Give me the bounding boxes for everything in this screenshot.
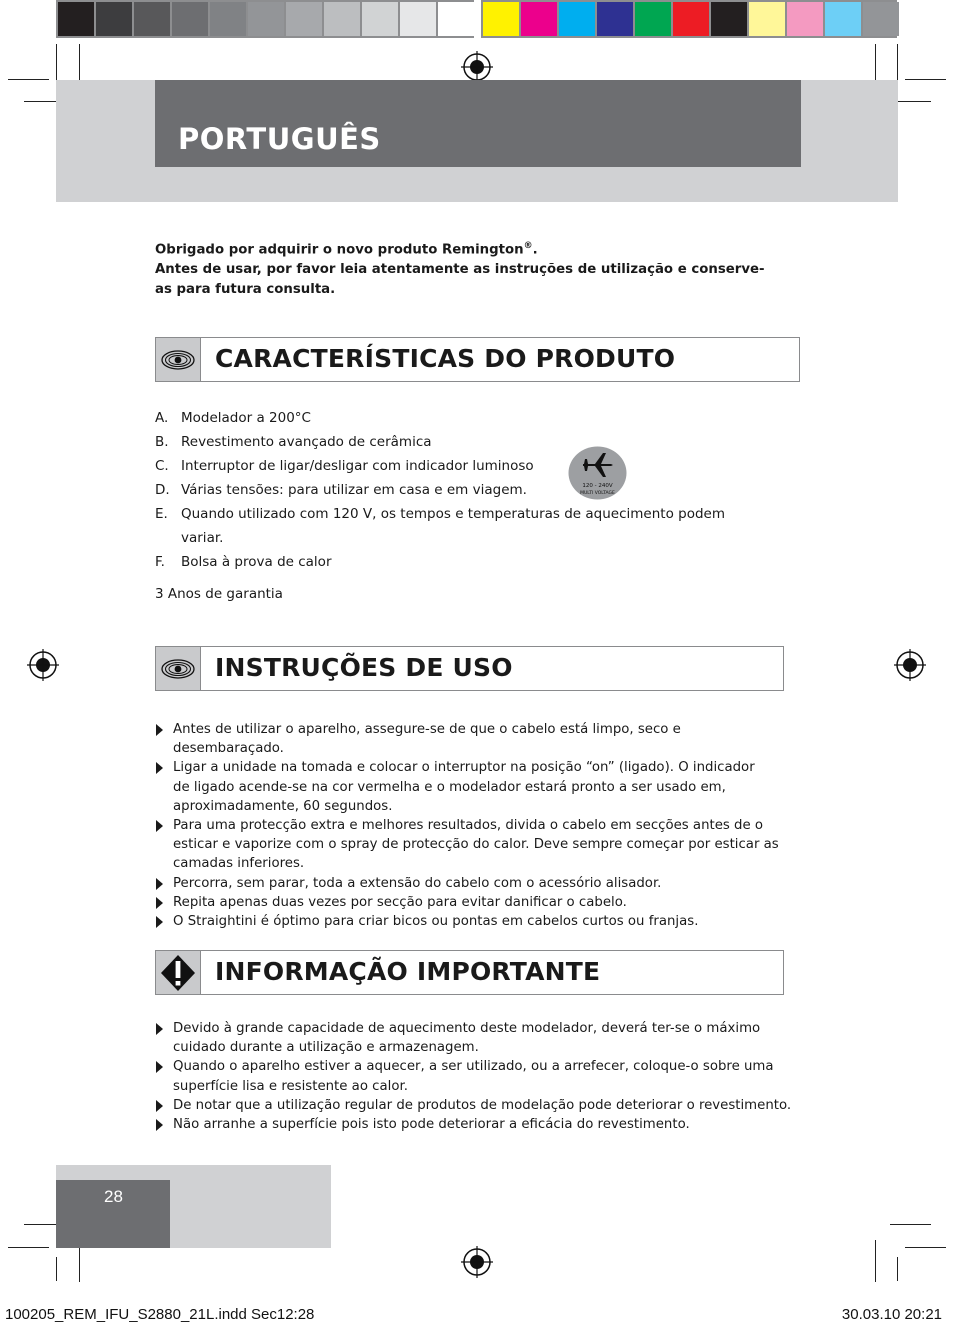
bullet-arrow-icon [156,1023,163,1035]
eye-icon [156,647,201,690]
footer-file-info: 100205_REM_IFU_S2880_21L.indd Sec12:28 [5,1306,315,1323]
section-header-instructions [155,646,784,691]
section-title-important: INFORMAÇÃO IMPORTANTE [215,957,601,986]
feature-item [155,430,741,454]
bullet-arrow-icon [156,897,163,909]
color-swatch [483,2,519,36]
voltage-line-2: MULTI VOLTAGE [580,491,615,496]
feature-letter: C. [155,458,169,474]
list-item-line: Devido à grande capacidade de aquecimento deste modelador, deverá ter-se o máximo [173,1021,761,1036]
color-swatch [96,2,132,36]
feature-text: Modelador a 200°C [181,410,311,426]
feature-text: Interruptor de ligar/desligar com indicador luminoso [181,458,534,474]
color-swatch [248,2,284,36]
color-swatch [825,2,861,36]
color-swatch [362,2,398,36]
list-item-line: Quando o aparelho estiver a aquecer, a ser utilizado, ou a arrefecer, coloque-o sobre uma [173,1059,774,1075]
intro-line-2: Antes de usar, por favor leia atentamente as instruções de utilização e conserve- [155,262,765,278]
list-item [155,874,795,893]
list-item [155,1057,795,1095]
feature-item [155,478,741,502]
feature-letter: B. [155,434,169,450]
intro-line-3: as para futura consulta. [155,282,336,298]
bullet-arrow-icon [156,820,163,832]
section-title-features: CARACTERÍSTICAS DO PRODUTO [215,344,676,373]
list-item-line: aproximadamente, 60 segundos. [173,798,393,814]
list-item [155,758,795,816]
list-item-line: Para uma protecção extra e melhores resultados, divida o cabelo em secções antes de o [173,818,764,834]
color-swatch [711,2,747,36]
features-list [155,406,741,574]
list-item [155,893,795,912]
bullet-arrow-icon [156,1100,163,1112]
list-item-line: Percorra, sem parar, toda a extensão do cabelo com o acessório alisador. [173,875,662,891]
list-item-line: esticar e vaporize com o spray de protecção do calor. Deve sempre começar por esticar as [173,837,779,853]
list-item-line: camadas inferiores. [173,856,305,872]
warning-icon [156,951,201,994]
warranty-text: 3 Anos de garantia [155,586,283,602]
color-swatch [787,2,823,36]
intro-text [155,236,785,300]
registration-mark-icon [894,649,926,681]
feature-letter: F. [155,554,165,570]
crop-mark [905,1247,946,1248]
feature-text: Revestimento avançado de cerâmica [181,434,432,450]
color-swatch [324,2,360,36]
intro-line-1-end: . [532,242,538,258]
feature-item [155,454,741,478]
feature-letter: D. [155,482,170,498]
feature-item [155,550,741,574]
feature-text: Quando utilizado com 120 V, os tempos e temperaturas de aquecimento podem [181,506,725,522]
registration-mark-icon [461,1246,493,1278]
page-number: 28 [104,1187,123,1206]
crop-mark [56,1257,57,1281]
list-item-line: superfície lisa e resistente ao calor. [173,1078,408,1094]
list-item-line: de ligado acende-se na cor vermelha e o modelador estará pronto a ser usado em, [173,779,726,795]
feature-letter: E. [155,506,168,522]
feature-text: variar. [181,530,224,546]
registration-mark-icon [27,649,59,681]
registered-mark: ® [523,241,533,251]
section-header-features [155,337,800,382]
feature-letter: A. [155,410,169,426]
color-swatch [673,2,709,36]
color-swatch [58,2,94,36]
color-swatch [286,2,322,36]
color-swatch [749,2,785,36]
instructions-list [155,720,795,931]
list-item-line: O Straightini é óptimo para criar bicos ou pontas em cabelos curtos ou franjas. [173,914,699,930]
color-swatches [483,0,901,38]
color-swatch [559,2,595,36]
feature-text: Várias tensões: para utilizar em casa e em viagem. [181,482,527,498]
feature-text: Bolsa à prova de calor [181,554,332,570]
bullet-arrow-icon [156,1119,163,1131]
crop-mark [905,79,946,80]
list-item-line: Não arranhe a superfície pois isto pode deteriorar a eficácia do revestimento. [173,1117,690,1133]
bullet-arrow-icon [156,762,163,774]
list-item-line: Repita apenas duas vezes por secção para evitar danificar o cabelo. [173,894,627,910]
bullet-arrow-icon [156,1061,163,1073]
color-swatch [438,2,474,36]
list-item [155,912,795,931]
list-item-line: Antes de utilizar o aparelho, assegure-se de que o cabelo está limpo, seco e desembaraçado. [173,722,681,757]
registration-mark-icon [461,51,493,83]
bullet-arrow-icon [156,724,163,736]
grayscale-swatches [58,0,476,38]
page-title: PORTUGUÊS [178,122,381,156]
feature-letter [155,526,181,550]
crop-mark [897,1257,898,1281]
list-item [155,720,795,758]
bullet-arrow-icon [156,916,163,928]
color-swatch [210,2,246,36]
list-item [155,1019,795,1057]
section-title-instructions: INSTRUÇÕES DE USO [215,653,513,682]
color-swatch [134,2,170,36]
list-item [155,816,795,874]
list-item [155,1115,795,1134]
color-swatch [863,2,899,36]
voltage-badge [568,446,627,500]
list-item [155,1096,795,1115]
color-swatch [172,2,208,36]
list-item-line: De notar que a utilização regular de produtos de modelação pode deteriorar o revestimento. [173,1097,792,1113]
footer-timestamp: 30.03.10 20:21 [841,1306,942,1323]
feature-item [155,406,741,430]
list-item-line: Ligar a unidade na tomada e colocar o interruptor na posição “on” (ligado). O indicador [173,760,755,776]
feature-item [155,526,741,550]
list-item-line: cuidado durante a utilização e armazenagem. [173,1040,479,1056]
crop-mark [875,1240,876,1282]
color-swatch [521,2,557,36]
voltage-line-1: 120 - 240V [582,483,613,489]
section-header-important [155,950,784,995]
eye-icon [156,338,201,381]
crop-mark [8,1247,49,1248]
color-swatch [400,2,436,36]
intro-line-1: Obrigado por adquirir o novo produto Remington [155,242,524,258]
crop-mark [8,79,49,80]
bullet-arrow-icon [156,878,163,890]
color-swatch [635,2,671,36]
feature-item [155,502,741,526]
crop-mark [890,1224,931,1225]
color-swatch [597,2,633,36]
important-list [155,1019,795,1134]
